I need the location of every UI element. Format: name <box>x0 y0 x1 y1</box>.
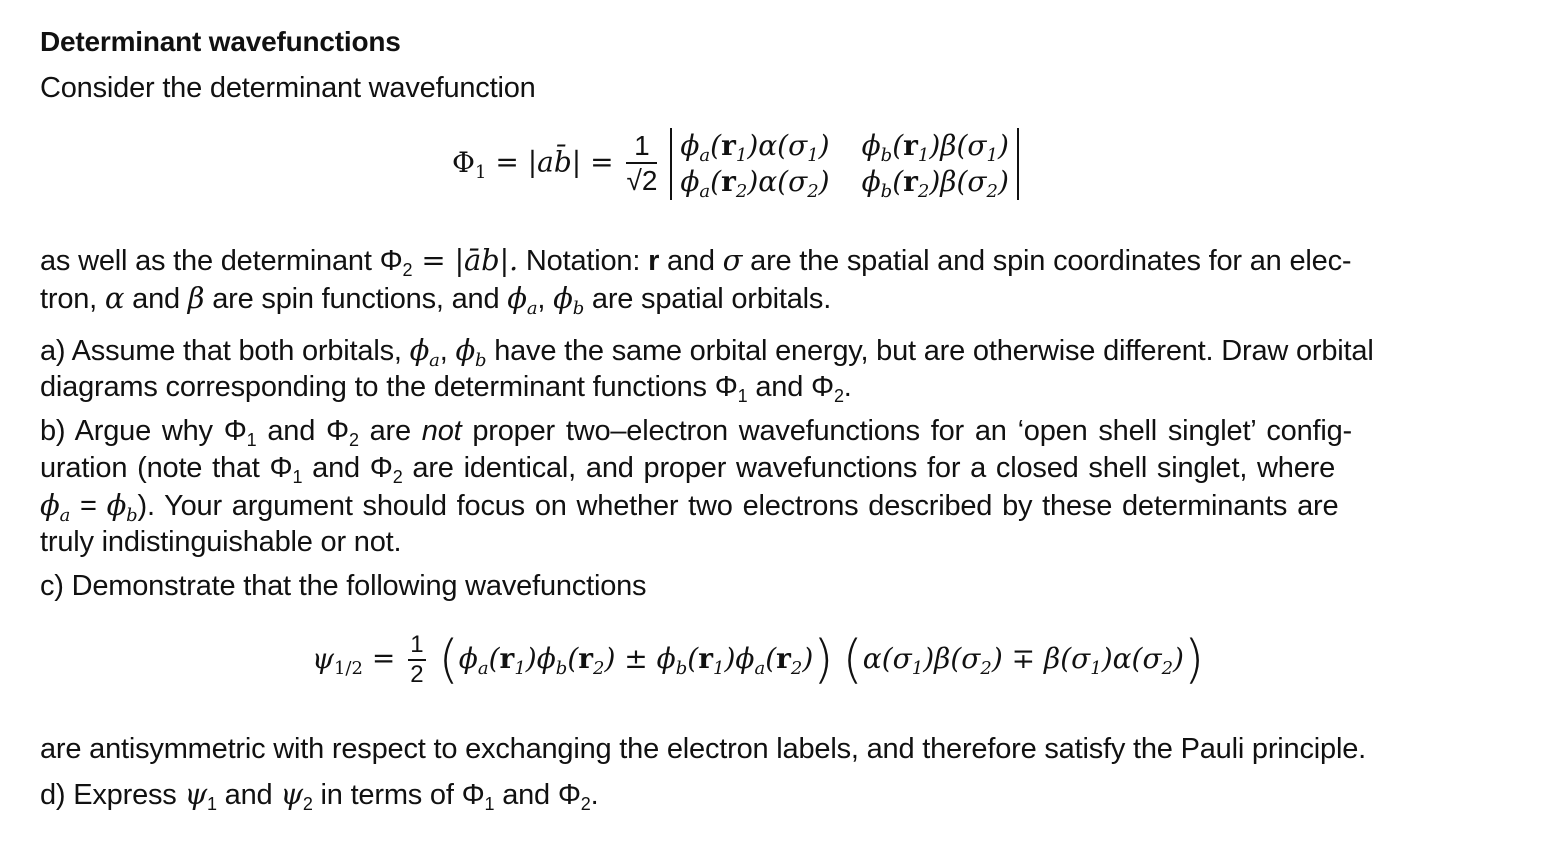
question-c-line-1: c) Demonstrate that the following wavefunctions <box>40 570 647 602</box>
question-a-line-1: a) Assume that both orbitals, $\phi_a$, $\phi_b$ have the same orbital energy, but are otherwise different. Draw orbital <box>40 333 1374 371</box>
eq2-equals: = <box>371 641 396 675</box>
eq2-fraction: $\frac{1}{2}$ <box>410 631 424 688</box>
det-cell: $\phi_b(r_1)\beta(\sigma_1)$ <box>861 129 1009 166</box>
eq1-equals-b: = <box>590 145 614 179</box>
det-cell: $\phi_b(r_2)\beta(\sigma_2)$ <box>861 165 1009 202</box>
intro-text: Consider the determinant wavefunction <box>40 72 536 104</box>
question-d: d) Express $\psi_1$ and $\psi_2$ in terms of $\Phi_1$ and $\Phi_2$. <box>40 777 599 814</box>
question-b-line-4: truly indistinguishable or not. <box>40 526 402 558</box>
equation-psi: $\psi_{1/2}$ = $\frac{1}{2}$ $(\phi_a(r_1)\phi_b(r_2) \pm \phi_b(r_1)\phi_a(r_2)) (\alpha(\sigma_1)\beta(\sigma_2) \mp \beta(\sigma_1)\alpha(\sigma_2))$ <box>312 630 1205 690</box>
eq1-ket: |ab̄| <box>527 145 582 179</box>
det-cell: $\phi_a(r_1)\alpha(\sigma_1)$ <box>680 129 830 166</box>
det-row-1 <box>680 128 1009 164</box>
eq2-lhs: $\psi_{1/2}$ <box>312 641 363 679</box>
det-cell: $\phi_a(r_2)\alpha(\sigma_2)$ <box>680 165 830 202</box>
eq2-spin-part: $\alpha(\sigma_1)\beta(\sigma_2) \mp \beta(\sigma_1)\alpha(\sigma_2)$ <box>862 641 1184 679</box>
question-b-line-3: $\phi_a = \phi_b$). Your argument should focus on whether two electrons described by these determinants are <box>40 488 1339 526</box>
eq1-fraction: $\frac{1}{√2}$ <box>626 130 658 196</box>
eq2-spatial-part: $\phi_a(r_1)\phi_b(r_2) \pm \phi_b(r_1)\phi_a(r_2)$ <box>458 641 814 679</box>
question-c-line-2: are antisymmetric with respect to exchanging the electron labels, and therefore satisfy the Pauli principle. <box>40 733 1366 765</box>
det-row-2 <box>680 164 1009 200</box>
eq1-equals-a: = <box>495 145 519 179</box>
eq1-determinant-matrix <box>670 128 1019 200</box>
notation-line-1: as well as the determinant $\Phi_2$ = |āb|. Notation: r and σ are the spatial and spin coordinates for an elec- <box>40 243 1352 280</box>
question-b-line-1: b) Argue why $\Phi_1$ and $\Phi_2$ are not proper two–electron wavefunctions for an ‘open shell singlet’ config- <box>40 415 1352 450</box>
question-b-line-2: uration (note that $\Phi_1$ and $\Phi_2$ are identical, and proper wavefunctions for a closed shell singlet, where <box>40 452 1336 487</box>
eq1-lhs: $\Phi_1$ <box>452 145 487 183</box>
section-heading: Determinant wavefunctions <box>40 26 401 57</box>
equation-determinant-phi1 <box>452 128 1019 200</box>
notation-line-2: tron, α and β are spin functions, and $\phi_a$, $\phi_b$ are spatial orbitals. <box>40 281 832 319</box>
question-a-line-2: diagrams corresponding to the determinant functions $\Phi_1$ and $\Phi_2$. <box>40 371 852 406</box>
